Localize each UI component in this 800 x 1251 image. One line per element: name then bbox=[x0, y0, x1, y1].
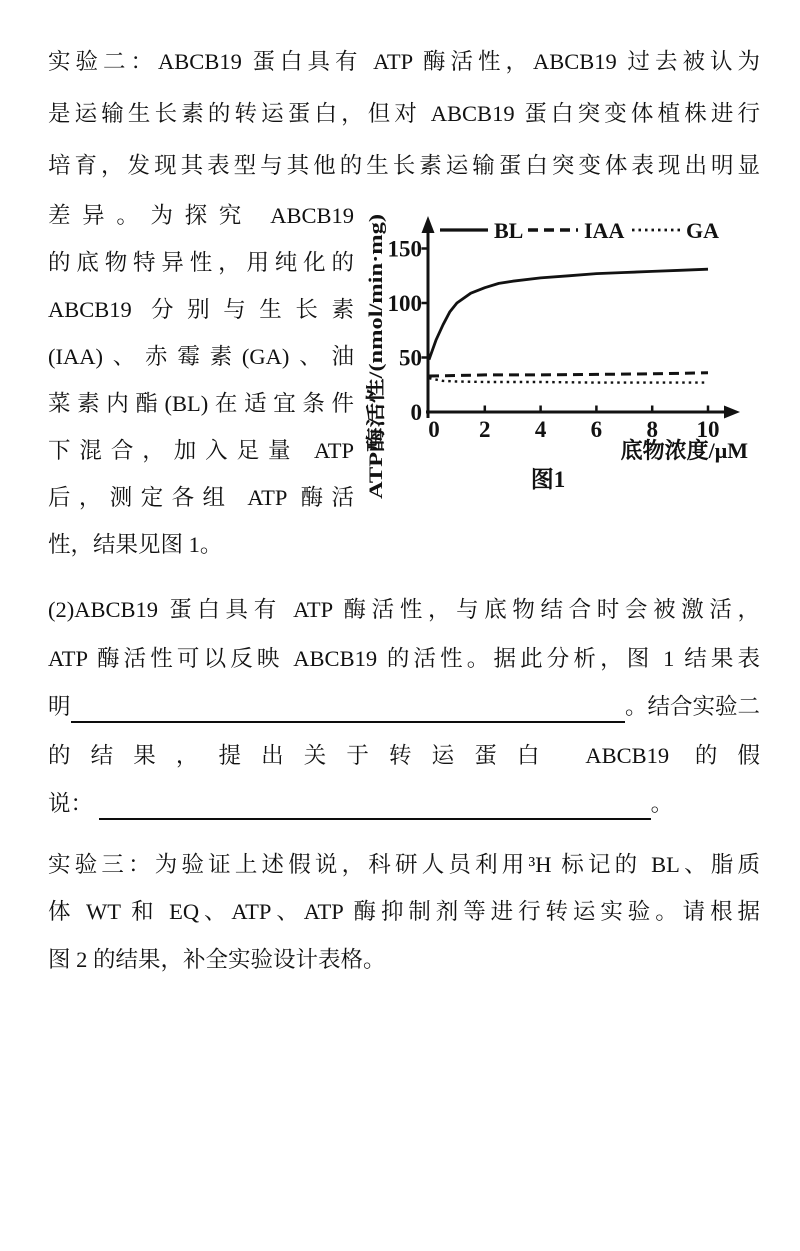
text-line: 后，测定各组 ATP 酶活 bbox=[48, 485, 354, 510]
y-tick-label: 50 bbox=[399, 345, 422, 371]
legend-label-GA: GA bbox=[686, 218, 719, 243]
figure1 bbox=[354, 192, 768, 511]
x-axis-arrow-icon bbox=[724, 406, 740, 419]
paragraph-question2 bbox=[48, 586, 760, 829]
text-line: ABCB19 分别与生长素 bbox=[48, 297, 354, 322]
blank1-suffix: 。结合实验二 bbox=[624, 694, 760, 719]
y-tick-label: 100 bbox=[387, 291, 422, 316]
answer-blank-underline bbox=[99, 818, 651, 820]
y-axis-arrow-icon bbox=[422, 216, 435, 233]
series-line-GA bbox=[429, 378, 708, 382]
x-tick-label: 8 bbox=[646, 417, 658, 442]
text-line: 培育，发现其表型与其他的生长素运输蛋白突变体表现出明显 bbox=[48, 153, 760, 178]
figure1-chart bbox=[356, 206, 768, 506]
paragraph-experiment3 bbox=[48, 841, 760, 984]
text-line: 是运输生长素的转运蛋白，但对 ABCB19 蛋白突变体植株进行 bbox=[48, 101, 760, 126]
paragraph-experiment2 bbox=[48, 36, 760, 192]
text-line: 下混合，加入足量 ATP bbox=[48, 438, 354, 463]
text-line: 体 WT 和 EQ、ATP、ATP 酶抑制剂等进行转运实验。请根据 bbox=[48, 899, 760, 924]
y-axis-label: ATP酶活性/(nmol/min·mg) bbox=[366, 277, 387, 499]
answer-blank-line-1 bbox=[48, 683, 760, 732]
answer-blank-line-2 bbox=[48, 780, 760, 829]
y-tick-label: 150 bbox=[387, 236, 422, 262]
text-line: 差异。为探究 ABCB19 bbox=[48, 203, 354, 228]
text-line: (IAA)、赤霉素(GA)、油 bbox=[48, 344, 354, 369]
legend-label-IAA: IAA bbox=[584, 218, 625, 243]
x-tick-label: 10 bbox=[696, 417, 720, 442]
answer-blank-underline bbox=[71, 721, 625, 723]
x-tick-label: 6 bbox=[590, 417, 603, 442]
figure-caption: 图1 bbox=[530, 467, 566, 492]
legend-label-BL: BL bbox=[494, 218, 524, 243]
x-tick-label: 4 bbox=[534, 417, 547, 442]
x-tick-label: 2 bbox=[479, 417, 491, 442]
y-tick-label: 0 bbox=[410, 400, 422, 425]
text-line: 的结果，提出关于转运蛋白 ABCB19 的假 bbox=[48, 742, 760, 768]
text-line: 图 2 的结果，补全实验设计表格。 bbox=[48, 946, 386, 972]
text-line: 性，结果见图 1。 bbox=[48, 532, 223, 557]
series-line-BL bbox=[429, 269, 708, 360]
text-line: 的底物特异性，用纯化的 bbox=[48, 250, 354, 275]
text-line: 实验二：ABCB19 蛋白具有 ATP 酶活性，ABCB19 过去被认为 bbox=[48, 49, 760, 74]
text-line: 菜素内酯(BL)在适宜条件 bbox=[48, 391, 354, 416]
blank2-suffix: 。 bbox=[650, 791, 674, 816]
text-line: (2)ABCB19 蛋白具有 ATP 酶活性，与底物结合时会被激活， bbox=[48, 597, 760, 622]
blank1-prefix: 明 bbox=[48, 694, 71, 719]
left-text-column bbox=[48, 192, 354, 568]
x-tick-label: 0 bbox=[428, 417, 440, 442]
text-line: 实验三：为验证上述假说，科研人员利用³H 标记的 BL、脂质 bbox=[48, 851, 760, 877]
text-line: ATP 酶活性可以反映 ABCB19 的活性。据此分析，图 1 结果表 bbox=[48, 645, 760, 671]
text-and-figure-row bbox=[48, 192, 760, 568]
blank2-prefix: 说： bbox=[48, 791, 99, 816]
x-axis-label: 底物浓度/μM bbox=[620, 438, 748, 463]
series-line-IAA bbox=[429, 373, 708, 376]
